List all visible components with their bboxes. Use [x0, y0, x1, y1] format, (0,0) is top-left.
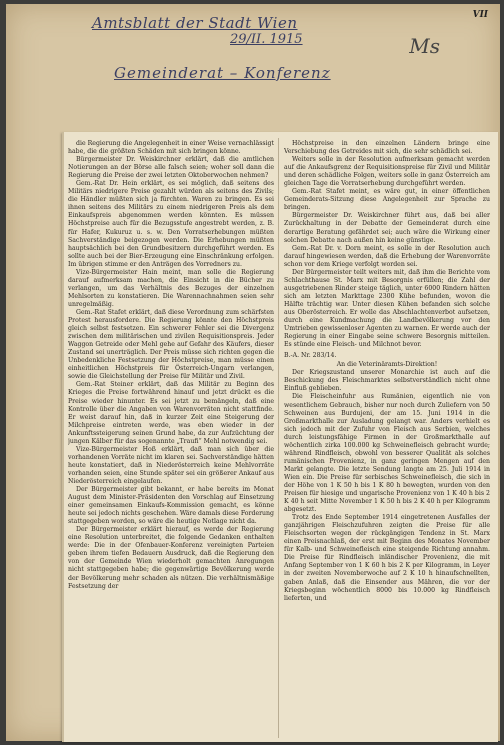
page-mark: VII — [472, 10, 488, 20]
handwritten-signature: Ms — [409, 34, 440, 58]
right-column — [284, 140, 490, 738]
paragraph: Der Bürgermeister erklärt hierauf, es werde der Regierung eine Resolution unterbreitet, die folgende Gedanken enthalten werde: Die in der Ofenbauer-Konferenz vereinigten Parteien geben ihrem tiefen Bedauern Ausdruck, daß die Regierung den von der Gemeinde Wien wiederholt gemachten Anregungen nicht stattgegeben habe; die gegenwärtige Bevölkerung werde der Bevölkerung mehr schaden als nützen. Die verhältnismäßige Festsetzung der — [68, 526, 274, 590]
handwritten-date: 29/II. 1915 — [230, 32, 303, 47]
handwritten-subtitle: Gemeinderat – Konferenz — [114, 64, 331, 82]
paragraph: Der Kriegszustand unserer Monarchie ist auch auf die Beschickung des Fleischmarktes selbstverständlich nicht ohne Einfluß geblieben. — [284, 369, 490, 393]
paragraph: Bürgermeister Dr. Weiskirchner führt aus, daß bei aller Zurückhaltung in der Debatte der Gemeinderat durch eine derartige Beratung gefährdet sei; auch wäre die Wirkung einer solchen Debatte nach außen hin keine günstige. — [284, 212, 490, 244]
paragraph: Gem.-Rat Steiner erklärt, daß das Militär zu Beginn des Krieges die Preise fortwährend hinauf und jetzt drückt es die Preise wieder hinunter. Es sei jetzt zu bemängeln, daß eine Kontrolle über die Angaben von Warenvorräten nicht stattfinde. Er weist darauf hin, daß in kurzer Zeit eine Steigerung der Milchpreise eintreten werde, was eben wieder in der Ankunftssteigerung seinen Grund habe, da zur Aufzüchtung der jungen Kälber für das sogenannte „Traufi“ Mehl notwendig sei. — [68, 381, 274, 445]
reference-number: B.-A. Nr. 283/14. — [284, 352, 337, 360]
paragraph: Gem.-Rat Dr. v. Dorn meint, es solle in der Resolution auch darauf hingewiesen werden, daß die Erhebung der Warenvorräte schon vor dem Kriege verfolgt worden sei. — [284, 244, 490, 268]
paragraph: die Regierung die Angelegenheit in einer Weise vernachlässigt habe, die die größten Schäden mit sich bringen könne. — [68, 140, 274, 156]
letter-heading: An die Veterinäramts-Direktion! — [336, 361, 438, 369]
paragraph: Die Fleischeinfuhr aus Rumänien, eigentlich nie von wesentlichem Gebrauch, bisher nur noch durch Zuliefern von 50 Schweinen aus Burdujeni, der am 15. Juni 1914 in die Großmarkthalle zur Ausladung gelangt war. Anders verhielt es sich jedoch mit der Zufuhr von Fleisch aus Serbien, welches durch leistungsfähige Firmen in der Großmarkthalle auf wöchentlich zirka 100.000 kg Schweinefleisch gebracht wurde; während Rindfleisch, obwohl von besserer Qualität als solches rumänischen Provenienz, in ganz geringen Mengen auf den Markt gelangte. Die letzte Sendung langte am 25. Juli 1914 in Wien ein. Die Preise für serbisches Schweinefleisch, die sich in der Höhe von 1 K 50 h bis 1 K 80 h bewegten, wurden von den Preisen für hiesige und ungarische Provenienz von 1 K 40 h bis 2 K 40 h seit Mitte November 1 K 50 h bis 2 K 40 h per Kilogramm abgesetzt. — [284, 393, 490, 514]
paragraph: Trotz des Ende September 1914 eingetretenen Ausfalles der ganzjährigen Fleischzufuhren zeigten die Preise für alle Fleischsorten wegen der rückgängigen Tendenz in St. Marx einen Preisnachlaß, der erst mit Beginn des Monates November für Kalb- und Schweinefleisch eine steigende Richtung annahm. Die Preise für Rindfleisch inländischer Provenienz, die mit Anfang September von 1 K 60 h bis 2 K per Kilogramm, in Leyer in der zweiten Novemberwoche auf 2 K 10 h hinaufschnellten, gaben Anlaß, daß die Einsender aus Mähren, die vor der Kriegsbeginn wöchentlich 8000 bis 10.000 kg Rindfleisch lieferten, und — [284, 514, 490, 602]
archive-page — [6, 4, 500, 741]
left-column — [68, 140, 274, 738]
paragraph: Gem.-Rat Dr. Hein erklärt, es sei möglich, daß seitens des Militärs niedrigere Preise gezahlt würden als seitens des Zivils; die Händler müßten sich ja fürchten. Waren zu bringen. Es sei ihnen seitens des Militärs zu einem niedrigeren Preis als dem Einkaufspreis abgenommen werden könnten. Es müssen Höchstpreise auch für die Bezugsstufe angestrebt werden, z. B. für Hafer, Kukuruz u. s. w. Den Vorratserhebungen müßten Sachverständige beigezogen werden. Die Erhebungen müßten hauptsächlich bei den Grundbesitzern durchgeführt werden. Es sollte auch bei der Bier-Erzeugung eine Einschränkung erfolgen. Im übrigen stimme er den Anträgen des Vorredners zu. — [68, 180, 274, 268]
paragraph: Der Bürgermeister gibt bekannt, er habe bereits im Monat August dem Minister-Präsidenten den Vorschlag auf Einsetzung einer gemeinsamen Einkaufs-Kommission gemacht, es könne heute sei jedoch nichts geschehen. Wäre damals diese Forderung stattgegeben worden, so wäre die heutige Notlage nicht da. — [68, 486, 274, 526]
paragraph: Bürgermeister Dr. Weiskirchner erklärt, daß die amtlichen Notierungen an der Börse alle falsch seien; woher soll dann die Regierung die Preise der zwei letzten Oktoberwochen nehmen? — [68, 156, 274, 180]
paragraph: Vize-Bürgermeister Hoß erklärt, daß man sich über die vorhandenen Vorräte nicht im klaren sei. Sachverständige hätten heute konstatiert, daß in Niederösterreich keine Mehlvorräte vorhanden seien, eine Stunde später sei ein größerer Ankauf aus Niederösterreich eingelaufen. — [68, 445, 274, 485]
paragraph: Gem.-Rat Stafet erklärt, daß diese Verordnung zum schärfsten Protest herausfordere. Die Regierung könnte den Höchstpreis gleich selbst festsetzen. Ein schwerer Fehler sei die Divergenz zwischen dem militärischen und zivilen Requisitionspreis. Jeder Waggon Getreide oder Mehl gehe auf Gefahr des Käufers, dieser Zustand sei unerträglich. Der Preis müsse sich richten gegen die Unbedenkliche Festsetzung der Höchstpreise, man müsse einen einheitlichen Höchstpreis für Österreich-Ungarn verlangen, sowie die Gleichstellung der Preise für Militär und Zivil. — [68, 308, 274, 381]
column-divider — [278, 138, 279, 738]
paragraph: Höchstpreise in den einzelnen Ländern bringe eine Verschiebung des Getreides mit sich, die sehr schädlich sei. — [284, 140, 490, 156]
paragraph: Der Bürgermeister teilt weiters mit, daß ihm die Berichte vom Schlachthause St. Marx mit Besorgnis erfüllen; die Zahl der ausgetriebenen Rinder steige täglich, unter 6000 Rindern hätten sich am letzten Markttage 2300 Kühe befunden, wovon die Hälfte trächtig war. Unter diesen Kühen befanden sich solche aus Oberösterreich. Er wolle das Abschlachtenverbot aufsetzen, durch eine Kundmachung die Landbevölkerung vor den Umtrieben gewissenloser Agenten zu warnen. Er werde auch der Regierung in einer Eingabe seine schwere Besorgnis mitteilen. Es stünde eine Fleisch- und Milchnot bevor. — [284, 268, 490, 349]
newspaper-clipping — [62, 132, 498, 742]
paragraph: Weiters solle in der Resolution aufmerksam gemacht werden auf die Ankaufsgrenz der Requisitionspreise für Zivil und Militär und deren schädliche Folgen, weiters solle in ganz Österreich am gleichen Tage die Vorratserhebung durchgeführt werden. — [284, 156, 490, 188]
paragraph: Vize-Bürgermeister Hain meint, man solle die Regierung darauf aufmerksam machen, die Einsicht in die Bücher zu verlangen, um das Verhältnis des Bezuges der einzelnen Mehlsorten zu konstatieren. Die Warennachnahmen seien sehr unregelmäßig. — [68, 268, 274, 308]
paragraph: Gem.-Rat Stafet meint, es wäre gut, in einer öffentlichen Gemeinderats-Sitzung diese Angelegenheit zur Sprache zu bringen. — [284, 188, 490, 212]
clipping-edge — [62, 132, 64, 742]
handwritten-title: Amtsblatt der Stadt Wien — [92, 14, 298, 32]
